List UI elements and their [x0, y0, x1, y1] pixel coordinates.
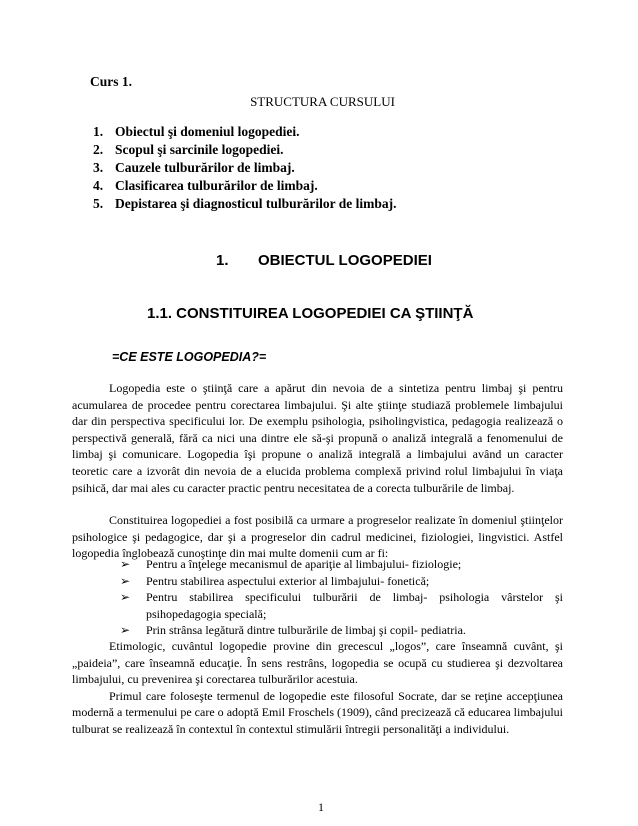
page-number: 1 — [318, 800, 324, 814]
toc-item — [93, 123, 397, 141]
toc-number: 5. — [93, 196, 104, 211]
toc-text: Depistarea şi diagnosticul tulburărilor de limbaj. — [115, 196, 397, 211]
list-item — [120, 622, 563, 639]
table-of-contents — [93, 123, 397, 213]
list-item-text: Pentru stabilirea specificului tulburării de limbaj- psihologia vârstelor şi psihopedagogia specială; — [146, 590, 563, 621]
toc-item — [93, 195, 397, 213]
list-item — [120, 573, 563, 590]
toc-item — [93, 141, 397, 159]
toc-number: 2. — [93, 142, 104, 157]
list-item — [120, 589, 563, 622]
list-item-text: Pentru a înţelege mecanismul de apariţie al limbajului- fiziologie; — [146, 557, 462, 571]
paragraph-text: Primul care foloseşte termenul de logopedie este filosoful Socrate, dar se reţine accepţiunea modernă a termenului pe care o adoptă Emil Froschels (1909), când precizează că educarea limbajului tulburat se realizează în contextul în contextul stimulării întregii personalităţi a individului. — [72, 688, 563, 736]
section-title: OBIECTUL LOGOPEDIEI — [258, 252, 432, 269]
toc-text: Cauzele tulburărilor de limbaj. — [115, 160, 295, 175]
toc-text: Obiectul şi domeniul logopediei. — [115, 124, 300, 139]
toc-number: 4. — [93, 178, 104, 193]
arrow-bullet-icon: ➢ — [120, 573, 131, 588]
list-item — [120, 556, 563, 573]
paragraph-intro — [72, 380, 563, 496]
toc-item — [93, 159, 397, 177]
toc-number: 1. — [93, 124, 104, 139]
list-item-text: Pentru stabilirea aspectului exterior al limbajului- fonetică; — [146, 573, 430, 588]
section-heading — [216, 252, 432, 269]
paragraph-constitution — [72, 512, 563, 562]
list-item-text: Prin strânsa legătură dintre tulburările de limbaj şi copil- pediatria. — [146, 623, 466, 638]
domains-list — [120, 556, 563, 639]
question-heading: =CE ESTE LOGOPEDIA?= — [112, 350, 267, 364]
arrow-bullet-icon: ➢ — [120, 590, 131, 605]
toc-number: 3. — [93, 160, 104, 175]
arrow-bullet-icon: ➢ — [120, 557, 131, 571]
paragraph-text: Constituirea logopediei a fost posibilă ca urmare a progreselor realizate în domeniul ştiinţelor psihologice şi pedagogice, dar şi a progreselor din cadrul medicinei, fiziologiei, lingvistici. Astfel logopedia înglobează cunoştinţe din mai multe domenii cum ar fi: — [72, 513, 563, 561]
paragraph-text: Logopedia este o ştiinţă care a apărut din nevoia de a sintetiza pentru limbaj şi pentru acumularea de procedee pentru corectarea limbajului. Şi alte ştiinţe studiază problemele limbajului dar din perspectiva specificului lor. De exemplu psihologia, psiholingvistica, pedagogia realizează o perspectivă generală, fără ca nici una dintre ele să-şi propună o analiză integrală a fenomenului de limbaj şi comunicare. Logopedia îşi propune o analiză integrală a limbajului având un caracter teoretic care a izvorât din nevoia de a elucida problema complexă privind rolul limbajului în viaţa psihică, dar mai ales cu caracter practic pentru necesitatea de a corecta tulburările de limbaj. — [72, 381, 563, 495]
toc-item — [93, 177, 397, 195]
arrow-bullet-icon: ➢ — [120, 623, 131, 638]
toc-text: Scopul şi sarcinile logopediei. — [115, 142, 284, 157]
structure-title: STRUCTURA CURSULUI — [250, 94, 395, 109]
paragraph-etymology — [72, 638, 563, 738]
subsection-heading: 1.1. CONSTITUIREA LOGOPEDIEI CA ŞTIINŢĂ — [147, 305, 474, 322]
course-label: Curs 1. — [90, 74, 133, 89]
paragraph-text: Etimologic, cuvântul logopedie provine din grecescul „logos”, care înseamnă cuvânt, şi „paideia”, care înseamnă educaţie. În sens restrâns, logopedia se ocupă cu studierea şi dezvoltarea limbajului, cu prevenirea şi corectarea tulburărilor acestuia. — [72, 639, 563, 687]
section-number: 1. — [216, 252, 229, 269]
toc-text: Clasificarea tulburărilor de limbaj. — [115, 178, 318, 193]
